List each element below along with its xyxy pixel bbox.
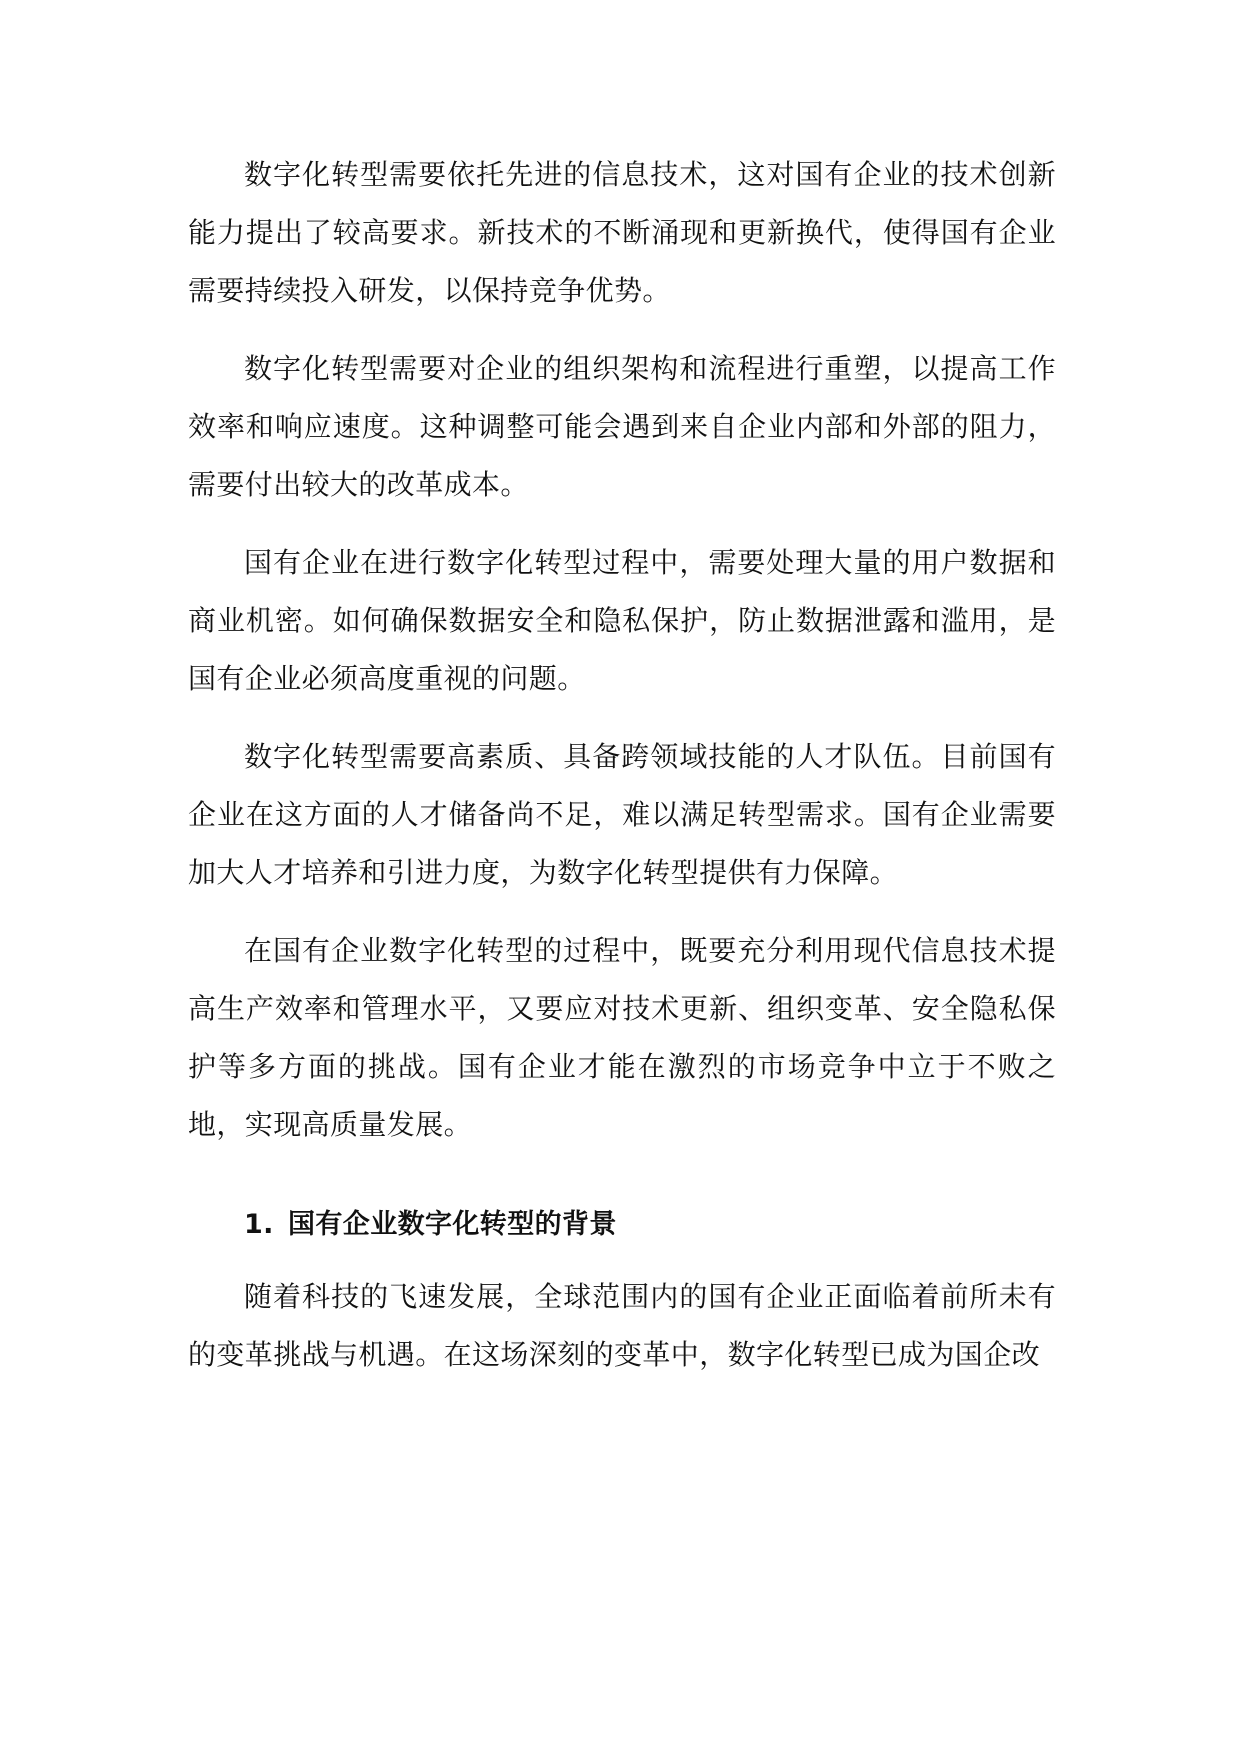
section-title: 国有企业数字化转型的背景 [288,1209,617,1240]
section-heading [244,1196,1056,1254]
paragraph-conclusion: 在国有企业数字化转型的过程中，既要充分利用现代信息技术提高生产效率和管理水平，又要应对技术更新、组织变革、安全隐私保护等多方面的挑战。国有企业才能在激烈的市场竞争中立于不败之地，实现高质量发展。 [188,934,1056,1141]
paragraph-talent: 数字化转型需要高素质、具备跨领域技能的人才队伍。目前国有企业在这方面的人才储备尚不足，难以满足转型需求。国有企业需要加大人才培养和引进力度，为数字化转型提供有力保障。 [188,740,1056,889]
paragraph-background: 随着科技的飞速发展，全球范围内的国有企业正面临着前所未有的变革挑战与机遇。在这场深刻的变革中，数字化转型已成为国企改 [188,1280,1056,1371]
paragraph-data-security: 国有企业在进行数字化转型过程中，需要处理大量的用户数据和商业机密。如何确保数据安全和隐私保护，防止数据泄露和滥用，是国有企业必须高度重视的问题。 [188,546,1056,695]
document-body [188,146,1056,1404]
section-number: 1. [244,1209,274,1240]
paragraph-tech-innovation: 数字化转型需要依托先进的信息技术，这对国有企业的技术创新能力提出了较高要求。新技术的不断涌现和更新换代，使得国有企业需要持续投入研发，以保持竞争优势。 [188,158,1056,307]
paragraph-org-restructure: 数字化转型需要对企业的组织架构和流程进行重塑，以提高工作效率和响应速度。这种调整可能会遇到来自企业内部和外部的阻力，需要付出较大的改革成本。 [188,352,1056,501]
